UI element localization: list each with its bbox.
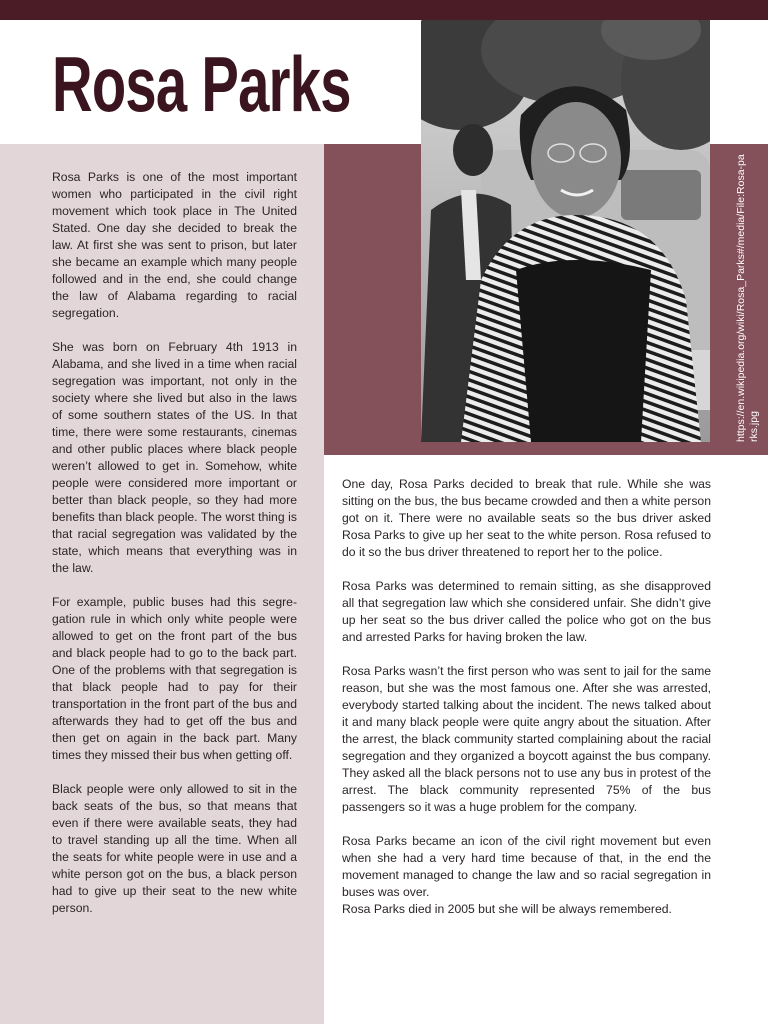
rosa-parks-photo xyxy=(421,20,710,442)
right-text-column xyxy=(342,476,711,935)
paragraph: Rosa Parks was determined to remain sitting, as she disapproved all that segregation law which she considered unfair. She didn’t give up her seat so the bus driver called the police who got on the bus and arrested Parks for having broken the law. xyxy=(342,579,711,644)
paragraph: She was born on February 4th 1913 in Alabama, and she lived in a time when racial segregation was important, not only in the society where she lived but also in the laws of some southern states of the US. In that time, there were some restaurants, cinemas and other public places where black people weren’t allowed to get in. Somehow, white people were considered more important or better than black people, so they had more benefits than black people. The worst thing is that racial segregation was validated by the state, which means that everything was in the law. xyxy=(52,340,297,575)
left-text-column xyxy=(52,169,297,934)
paragraph: Rosa Parks became an icon of the civil right movement but even when she had a very hard time because of that, in the end the movement managed to change the law and so racial segregation in buses was over. xyxy=(342,834,711,899)
photo-credit-url: https://en.wikipedia.org/wiki/Rosa_Parks#/media/File:Rosa-parks.jpg xyxy=(735,154,760,442)
paragraph: Rosa Parks wasn’t the first person who was sent to jail for the same reason, but she was the most famous one. After she was arrested, everybody started talking about the incident. The news talked about it and many black people were quite angry about the situation. After the arrest, the black community started complaining about the racial segregation and they organized a boycott against the bus company. They asked all the black persons not to use any bus in protest of the arrest. The black community represented 75% of the bus passengers so it was a huge problem for the company. xyxy=(342,664,711,814)
photo-illustration xyxy=(421,20,710,442)
top-bar xyxy=(0,0,768,20)
page-title: Rosa Parks xyxy=(52,40,351,128)
paragraph: One day, Rosa Parks decided to break that rule. While she was sitting on the bus, the bus became crowded and then a white person got on it. There were no available seats so the bus driver asked Rosa Parks to give up her seat to the white person. Rosa refused to do it so the bus driver threatened to report her to the police. xyxy=(342,477,711,559)
paragraph: Rosa Parks died in 2005 but she will be always remembered. xyxy=(342,902,672,916)
paragraph: For example, public buses had this segregation rule in which only white people were allowed to get on the front part of the bus and black people had to go to the back part. One of the problems with that segregation is that black people had to pay for their transportation in the front part of the bus and afterwards they had to get off the bus and then get on again in the back part. Many times they missed their bus when getting off. xyxy=(52,595,297,762)
paragraph: Rosa Parks is one of the most important women who participated in the civil right movement which took place in The United Stated. One day she decided to break the law. At first she was sent to prison, but later she became an example which many people followed and in the end, she could change the law of Alabama regarding to racial segregation. xyxy=(52,170,297,320)
paragraph: Black people were only allowed to sit in the back seats of the bus, so that means that even if there were available seats, they had to travel standing up all the time. When all the seats for white people were in use and a white person got on the bus, a black person had to give up their seat to the new white person. xyxy=(52,782,297,915)
